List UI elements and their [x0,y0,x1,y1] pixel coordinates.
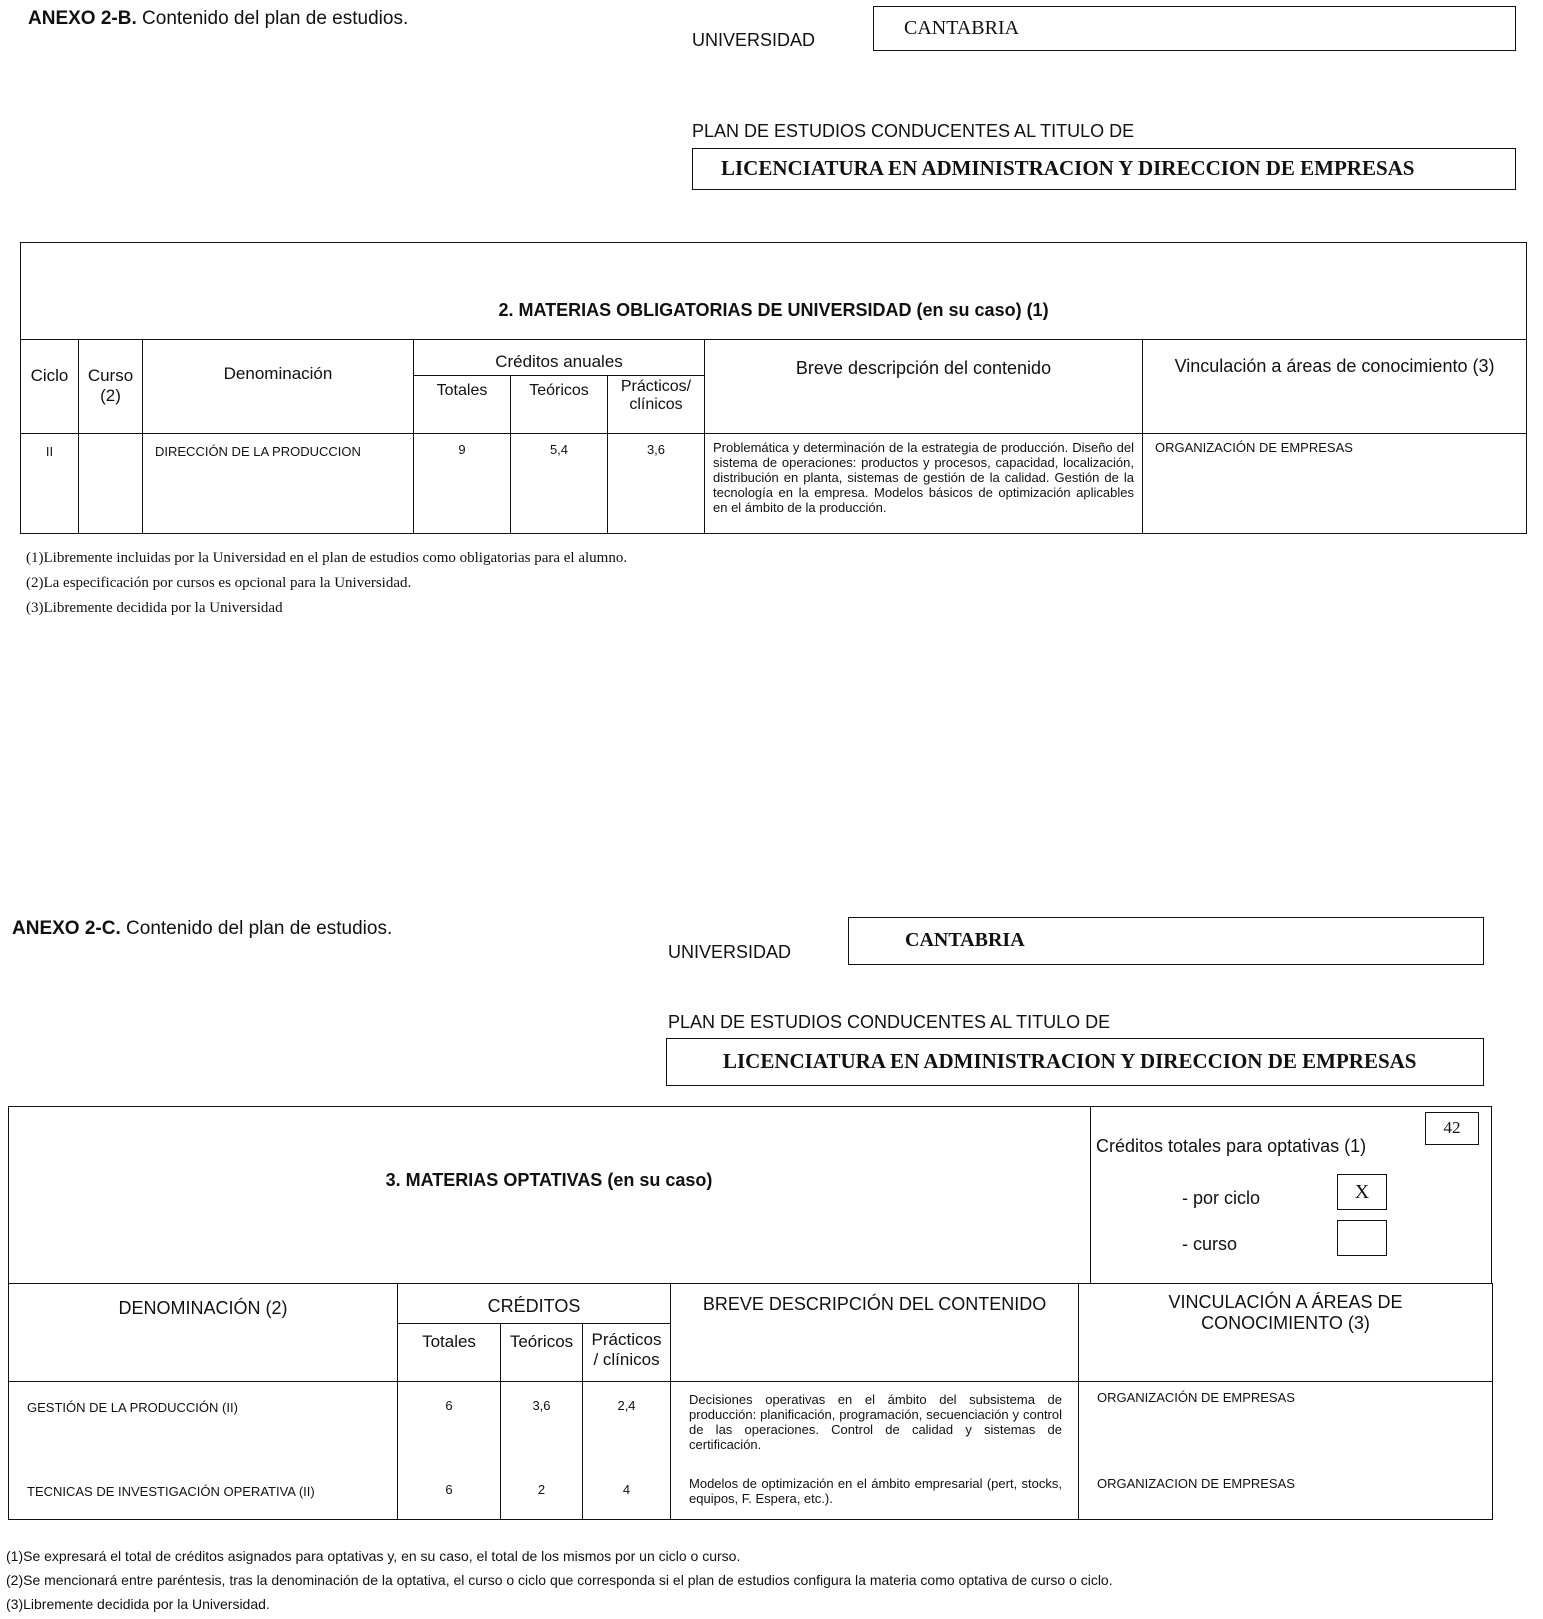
header-creditos-c: CRÉDITOS [398,1284,671,1324]
cell-vinculacion: ORGANIZACIÓN DE EMPRESAS [1143,434,1527,534]
header-denominacion: Denominación [143,340,414,434]
footnote-c-3: (3)Libremente decidida por la Universidad. [6,1596,270,1612]
cell-denominacion-c1: GESTIÓN DE LA PRODUCCIÓN (II) [9,1382,398,1474]
optativas-header-divider [1090,1106,1091,1284]
header-curso: Curso (2) [79,340,143,434]
footnote-b-2: (2)La especificación por cursos es opcional para la Universidad. [26,575,412,591]
header-practicos: Prácticos/ clínicos [608,376,705,434]
cell-denominacion-c2: TECNICAS DE INVESTIGACIÓN OPERATIVA (II) [9,1474,398,1520]
universidad-value-box [873,6,1516,51]
optativas-header-block [8,1106,1492,1284]
footnote-b-3: (3)Libremente decidida por la Universidad [26,600,283,616]
universidad-label: UNIVERSIDAD [692,30,816,50]
anexo-2b-title-rest: Contenido del plan de estudios. [136,8,409,29]
cell-ciclo: II [21,434,79,534]
header-ciclo: Ciclo [21,340,79,434]
header-teoricos: Teóricos [511,376,608,434]
universidad-label-c: UNIVERSIDAD [668,942,792,962]
section-2-title: 2. MATERIAS OBLIGATORIAS DE UNIVERSIDAD (en su caso) (1) [21,243,1527,340]
por-ciclo-label: - por ciclo [1182,1188,1261,1208]
header-vinculacion: Vinculación a áreas de conocimiento (3) [1143,340,1527,434]
header-descripcion: Breve descripción del contenido [705,340,1143,434]
cell-curso [79,434,143,534]
cell-denominacion: DIRECCIÓN DE LA PRODUCCION [143,434,414,534]
cell-descripcion-c2: Modelos de optimización en el ámbito empresarial (pert, stocks, equipos, F. Espera, etc.). [671,1474,1079,1520]
footnote-c-2: (2)Se mencionará entre paréntesis, tras la denominación de la optativa, el curso o ciclo que corresponda si el plan de estudios configura la materia como optativa de curso o ciclo. [6,1572,1113,1588]
cell-vinculacion-c1: ORGANIZACIÓN DE EMPRESAS [1079,1382,1493,1474]
table-row [21,434,1527,534]
cell-practicos: 3,6 [608,434,705,534]
table-row [9,1382,1493,1474]
header-totales: Totales [414,376,511,434]
degree-title-c: LICENCIATURA EN ADMINISTRACION Y DIRECCION DE EMPRESAS [723,1049,1417,1073]
universidad-value-box-c [848,917,1484,965]
curso-checkbox[interactable] [1337,1220,1387,1256]
cell-teoricos: 5,4 [511,434,608,534]
header-vinculacion-c: VINCULACIÓN A ÁREAS DE CONOCIMIENTO (3) [1079,1284,1493,1382]
header-practicos-c: Prácticos / clínicos [583,1324,671,1382]
total-credits-label: Créditos totales para optativas (1) [1096,1136,1367,1156]
por-ciclo-checkbox[interactable]: X [1337,1174,1387,1210]
cell-totales: 9 [414,434,511,534]
universidad-value-c: CANTABRIA [905,929,1025,951]
section-3-title: 3. MATERIAS OPTATIVAS (en su caso) [385,1170,713,1190]
cell-descripcion: Problemática y determinación de la estrategia de producción. Diseño del sistema de operaciones: productos y procesos, capacidad, localización, distribución en planta, sistemas de gestión de la calidad. Gestión de la tecnología en la empresa. Modelos básicos de optimización aplicables en el ámbito de la producción. [705,434,1143,534]
header-totales-c: Totales [398,1324,501,1382]
cell-teoricos-c1: 3,6 [501,1382,583,1474]
anexo-2c-title [12,918,392,940]
universidad-value: CANTABRIA [904,17,1020,39]
anexo-2b-title [28,8,408,30]
degree-box-c [666,1038,1484,1086]
plan-label: PLAN DE ESTUDIOS CONDUCENTES AL TITULO DE [692,121,1135,141]
anexo-2c-title-bold: ANEXO 2-C. [12,918,121,939]
cell-totales-c2: 6 [398,1474,501,1520]
cell-practicos-c2: 4 [583,1474,671,1520]
degree-title: LICENCIATURA EN ADMINISTRACION Y DIRECCION DE EMPRESAS [721,156,1415,180]
header-teoricos-c: Teóricos [501,1324,583,1382]
degree-box [692,148,1516,190]
header-creditos-anuales: Créditos anuales [414,340,705,376]
cell-vinculacion-c2: ORGANIZACION DE EMPRESAS [1079,1474,1493,1520]
total-credits-value: 42 [1425,1112,1479,1145]
optativas-table [8,1283,1493,1520]
cell-totales-c1: 6 [398,1382,501,1474]
table-row [9,1474,1493,1520]
anexo-2b-title-bold: ANEXO 2-B. [28,8,137,29]
cell-descripcion-c1: Decisiones operativas en el ámbito del subsistema de producción: planificación, programación, secuenciación y control de las operaciones. Control de calidad y sistemas de certificación. [671,1382,1079,1474]
footnote-b-1: (1)Libremente incluidas por la Universidad en el plan de estudios como obligatorias para el alumno. [26,550,628,566]
cell-teoricos-c2: 2 [501,1474,583,1520]
plan-label-c: PLAN DE ESTUDIOS CONDUCENTES AL TITULO DE [668,1012,1111,1032]
header-denominacion-c: DENOMINACIÓN (2) [9,1284,398,1382]
anexo-2c-title-rest: Contenido del plan de estudios. [120,918,393,939]
cell-practicos-c1: 2,4 [583,1382,671,1474]
header-descripcion-c: BREVE DESCRIPCIÓN DEL CONTENIDO [671,1284,1079,1382]
footnote-c-1: (1)Se expresará el total de créditos asignados para optativas y, en su caso, el total de los mismos por un ciclo o curso. [6,1548,741,1564]
curso-label: - curso [1182,1234,1238,1254]
obligatorias-table [20,242,1527,534]
